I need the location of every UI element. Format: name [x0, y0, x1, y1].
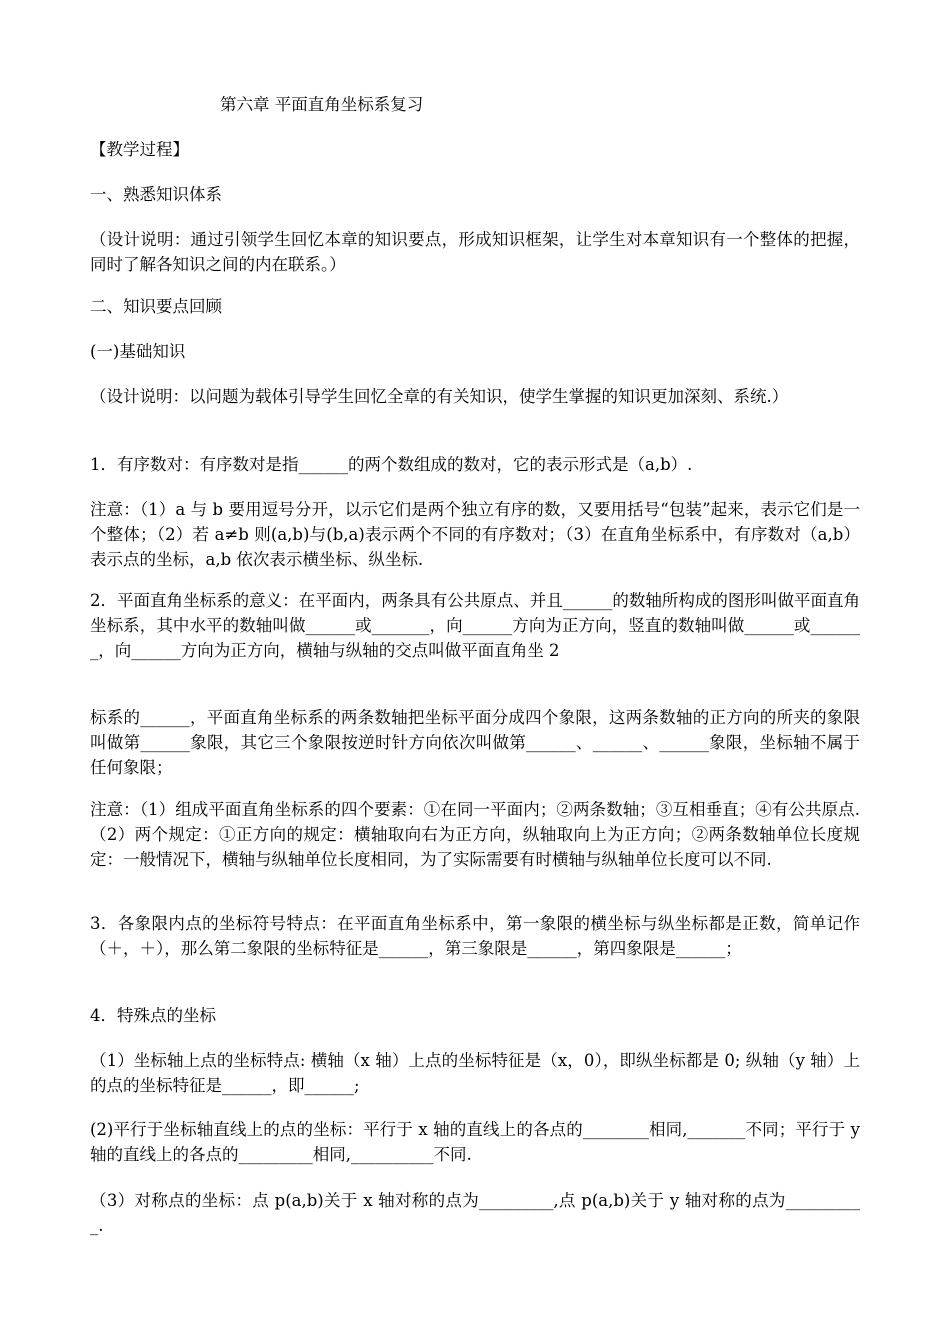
heading-teaching-process: 【教学过程】	[90, 140, 189, 159]
item-4-3-symmetric-points: （3）对称点的坐标：点 p(a,b)关于 x 轴对称的点为_________,点 p(a,b)关于 y 轴对称的点为__________.	[90, 1191, 860, 1235]
item-4-2-parallel-lines: (2)平行于坐标轴直线上的点的坐标：平行于 x 轴的直线上的各点的________相同,_______不同；平行于 y 轴的直线上的各点的_________相同,__________不同.	[90, 1120, 860, 1164]
subsection-basic-knowledge: (一)基础知识	[90, 342, 186, 361]
item-4-1-axis-points: （1）坐标轴上点的坐标特点: 横轴（x 轴）上点的坐标特征是（x，0），即纵坐标都是 0; 纵轴（y 轴）上的点的坐标特征是______，即______;	[90, 1051, 860, 1095]
item-3-quadrant-signs: 3．各象限内点的坐标符号特点：在平面直角坐标系中，第一象限的横坐标与纵坐标都是正数，简单记作（＋，＋），那么第二象限的坐标特征是______，第三象限是______，第四象限是______；	[90, 914, 860, 958]
item-2-definition: 2．平面直角坐标系的意义：在平面内，两条具有公共原点、并且______的数轴所构成的图形叫做平面直角坐标系，其中水平的数轴叫做______或_______，向______方向为正方向，竖直的数轴叫做______或_______，向______方向为正方向，横轴与纵轴的交点叫做平面直角坐 2	[90, 591, 860, 660]
item-4-special-points: 4．特殊点的坐标	[90, 1006, 216, 1025]
section-heading-1: 一、熟悉知识体系	[90, 185, 222, 204]
item-2-note: 注意：（1）组成平面直角坐标系的四个要素：①在同一平面内；②两条数轴；③互相垂直；④有公共原点.（2）两个规定：①正方向的规定：横轴取向右为正方向，纵轴取向上为正方向；②两条数轴单位长度规定：一般情况下，横轴与纵轴单位长度相同，为了实际需要有时横轴与纵轴单位长度可以不同.	[90, 800, 860, 869]
document-title: 第六章 平面直角坐标系复习	[220, 95, 424, 114]
item-2-quadrants: 标系的______，平面直角坐标系的两条数轴把坐标平面分成四个象限，这两条数轴的正方向的所夹的象限叫做第______象限，其它三个象限按逆时针方向依次叫做第______、______、______象限，坐标轴不属于任何象限；	[90, 708, 861, 777]
design-note-1: （设计说明：通过引领学生回忆本章的知识要点，形成知识框架，让学生对本章知识有一个整体的把握，同时了解各知识之间的内在联系。）	[90, 230, 860, 274]
item-1-ordered-pair: 1．有序数对：有序数对是指______的两个数组成的数对，它的表示形式是（a,b）.	[90, 455, 693, 474]
section-heading-2: 二、知识要点回顾	[90, 297, 222, 316]
item-1-note: 注意：（1）a 与 b 要用逗号分开，以示它们是两个独立有序的数，又要用括号“包装”起来，表示它们是一个整体；（2）若 a≠b 则(a,b)与(b,a)表示两个不同的有序数对；（3）在直角坐标系中，有序数对（a,b）表示点的坐标，a,b 依次表示横坐标、纵坐标.	[90, 500, 860, 569]
design-note-2: （设计说明：以问题为载体引导学生回忆全章的有关知识，使学生掌握的知识更加深刻、系统.）	[90, 387, 789, 406]
